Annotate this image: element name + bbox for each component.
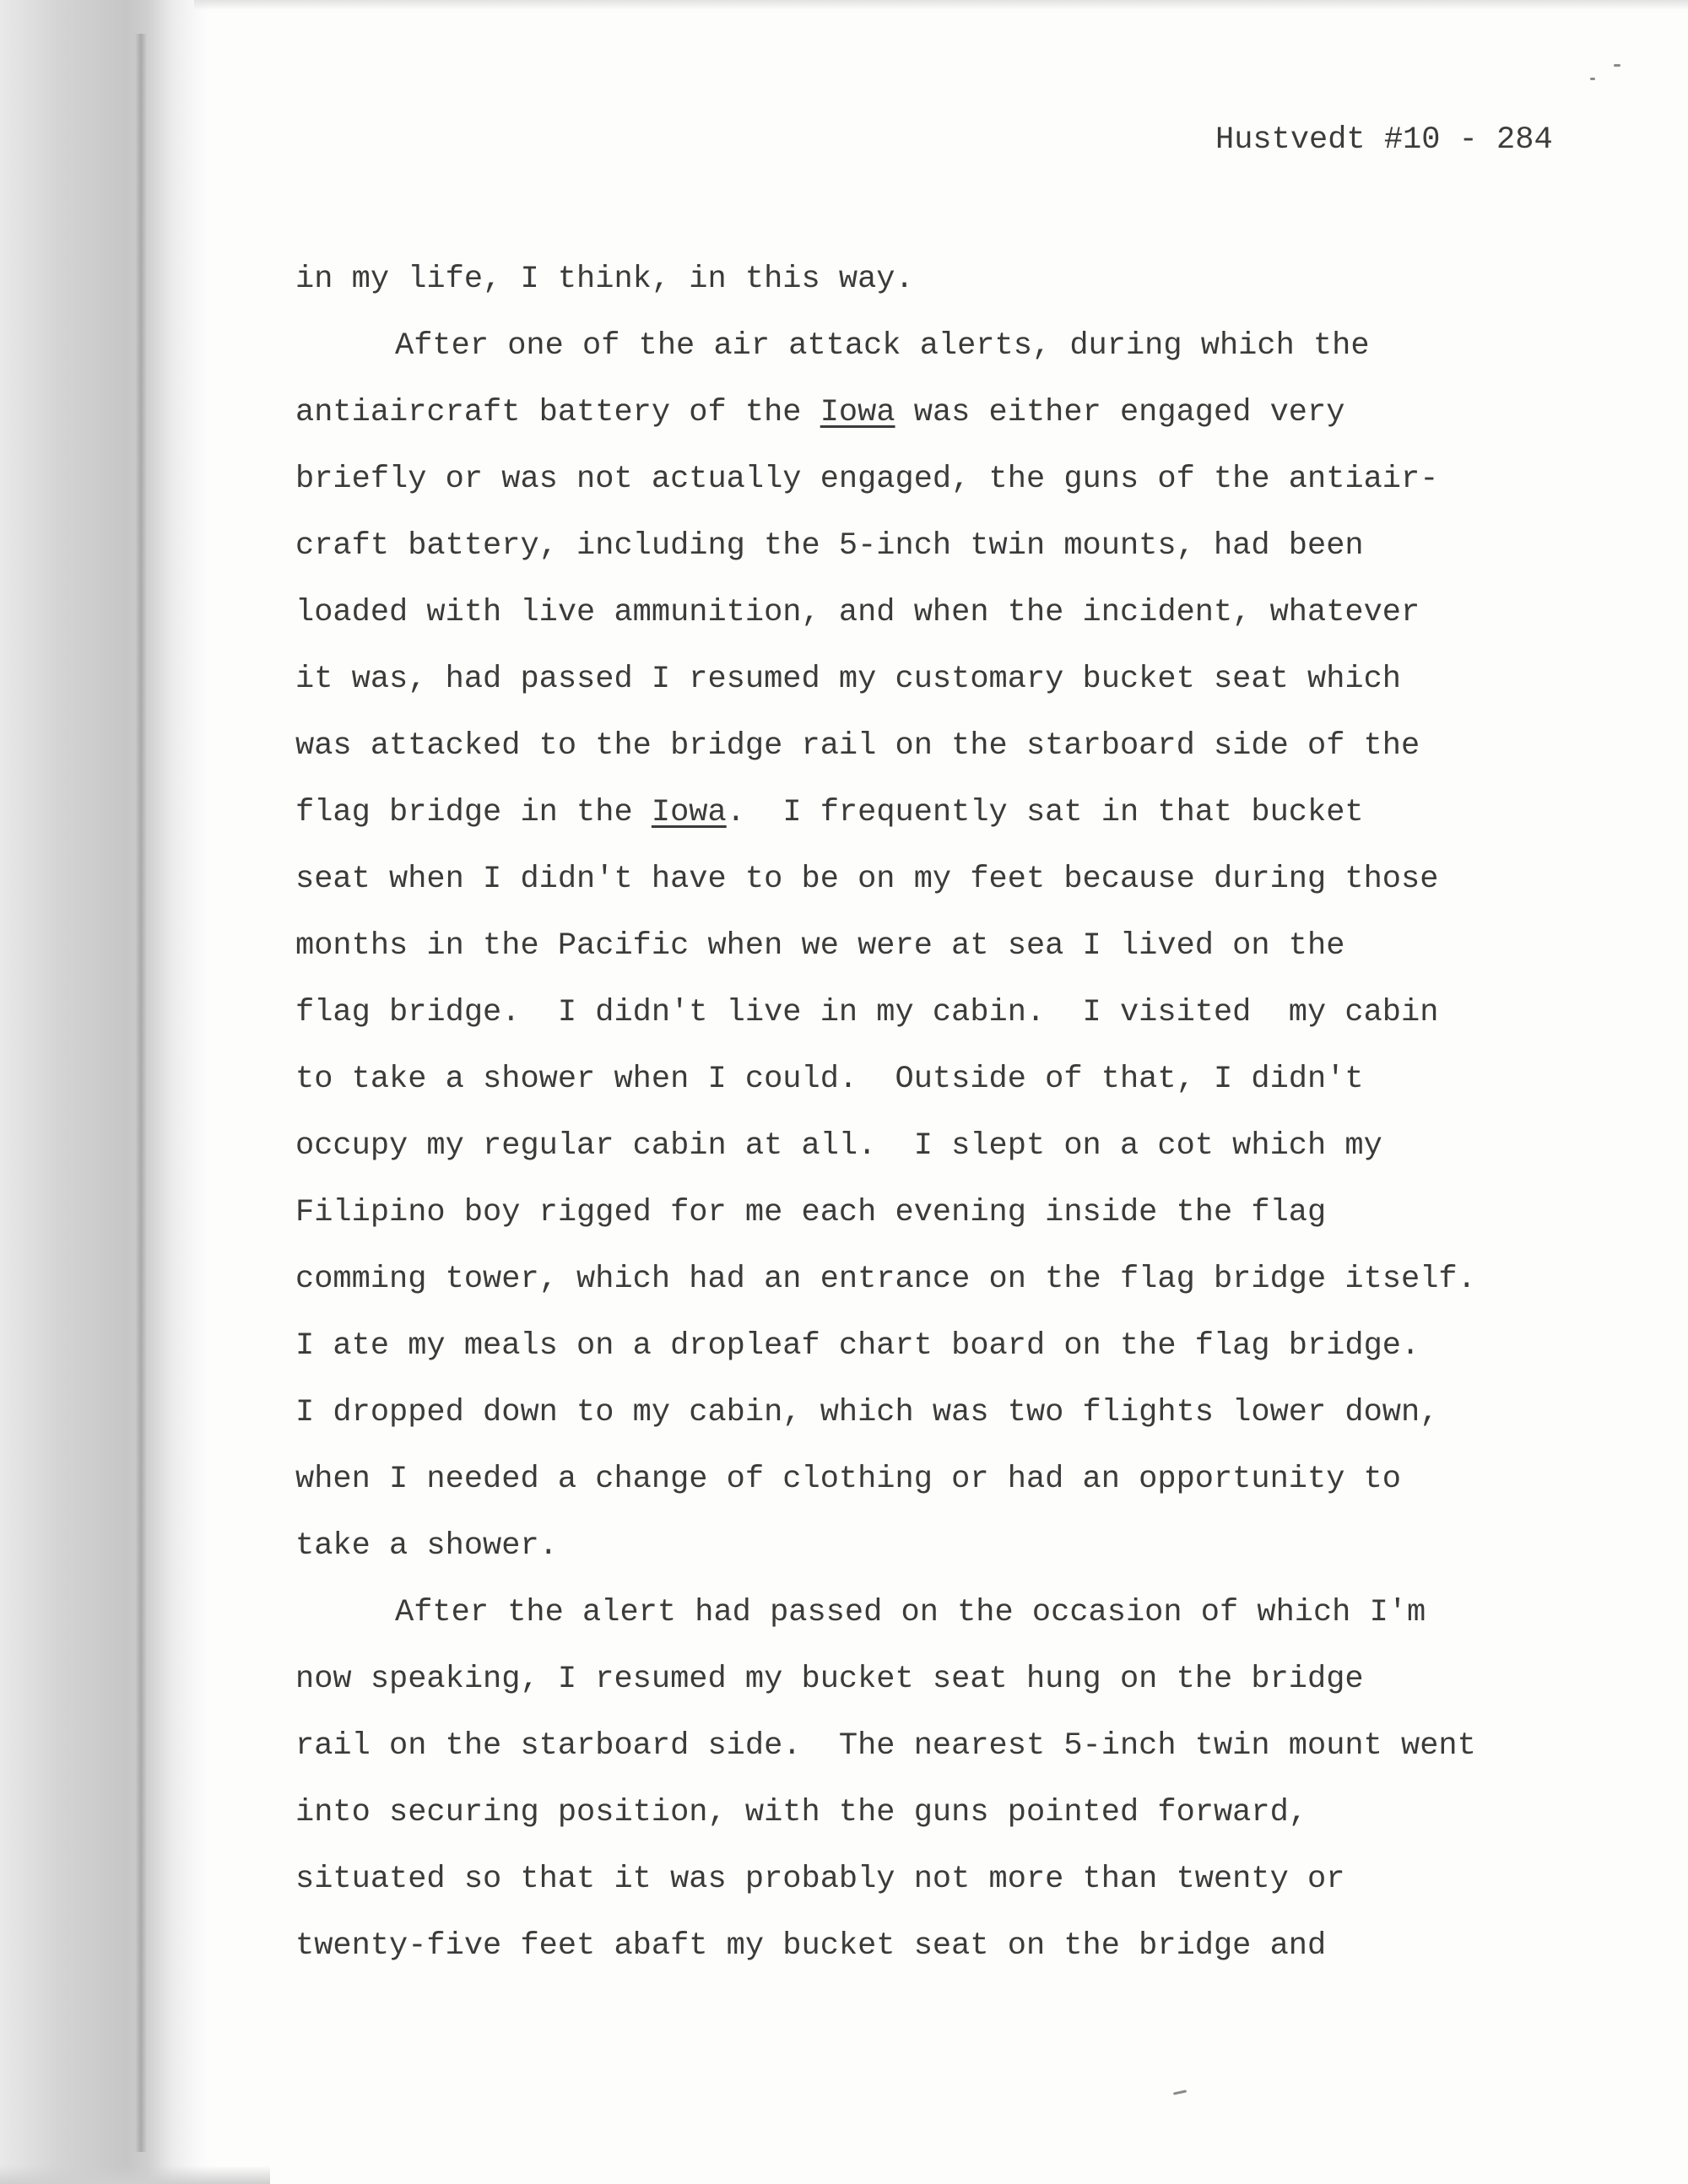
scan-speck bbox=[1614, 64, 1620, 67]
transcript-body bbox=[295, 246, 1561, 1980]
text-line: situated so that it was probably not more than twenty or bbox=[295, 1862, 1345, 1897]
text-line: antiaircraft battery of the Iowa was either engaged very bbox=[295, 395, 1345, 430]
top-page-edge bbox=[194, 0, 1688, 10]
text-line: when I needed a change of clothing or had an opportunity to bbox=[295, 1462, 1402, 1497]
text-line: After one of the air attack alerts, during which the bbox=[395, 328, 1370, 364]
text-line: rail on the starboard side. The nearest 5-inch twin mount went bbox=[295, 1728, 1476, 1764]
underlined-ship-name: Iowa bbox=[820, 395, 895, 430]
text-line: Filipino boy rigged for me each evening inside the flag bbox=[295, 1195, 1327, 1230]
text-line: take a shower. bbox=[295, 1528, 558, 1564]
binding-shadow bbox=[0, 0, 211, 2184]
text-line: it was, had passed I resumed my customary bucket seat which bbox=[295, 662, 1402, 697]
scan-speck bbox=[1173, 2089, 1187, 2095]
text-line: into securing position, with the guns pointed forward, bbox=[295, 1795, 1307, 1830]
text-line: months in the Pacific when we were at sea I lived on the bbox=[295, 928, 1345, 964]
text-line: comming tower, which had an entrance on the flag bridge itself. bbox=[295, 1262, 1476, 1297]
text-line: flag bridge in the Iowa. I frequently sat in that bucket bbox=[295, 795, 1364, 830]
text-line: now speaking, I resumed my bucket seat hung on the bridge bbox=[295, 1662, 1364, 1697]
text-line: craft battery, including the 5-inch twin mounts, had been bbox=[295, 528, 1364, 564]
text-line: loaded with live ammunition, and when the incident, whatever bbox=[295, 595, 1420, 630]
text-line: was attacked to the bridge rail on the starboard side of the bbox=[295, 728, 1420, 764]
underlined-ship-name: Iowa bbox=[651, 795, 727, 830]
text-line: in my life, I think, in this way. bbox=[295, 262, 914, 297]
text-line: to take a shower when I could. Outside of that, I didn't bbox=[295, 1062, 1364, 1097]
text-line: I ate my meals on a dropleaf chart board on the flag bridge. bbox=[295, 1328, 1420, 1364]
text-line: briefly or was not actually engaged, the guns of the antiair- bbox=[295, 462, 1439, 497]
text-line: I dropped down to my cabin, which was two flights lower down, bbox=[295, 1395, 1439, 1430]
text-line: seat when I didn't have to be on my feet because during those bbox=[295, 862, 1439, 897]
text-line: occupy my regular cabin at all. I slept on a cot which my bbox=[295, 1128, 1382, 1164]
bottom-page-edge bbox=[0, 2165, 270, 2184]
text-line: flag bridge. I didn't live in my cabin. I visited my cabin bbox=[295, 995, 1439, 1030]
text-line: After the alert had passed on the occasion of which I'm bbox=[395, 1595, 1426, 1630]
scan-speck bbox=[1590, 78, 1595, 80]
page-header: Hustvedt #10 - 284 bbox=[1215, 122, 1553, 158]
text-line: twenty-five feet abaft my bucket seat on the bridge and bbox=[295, 1928, 1327, 1964]
binding-crease bbox=[135, 34, 147, 2152]
